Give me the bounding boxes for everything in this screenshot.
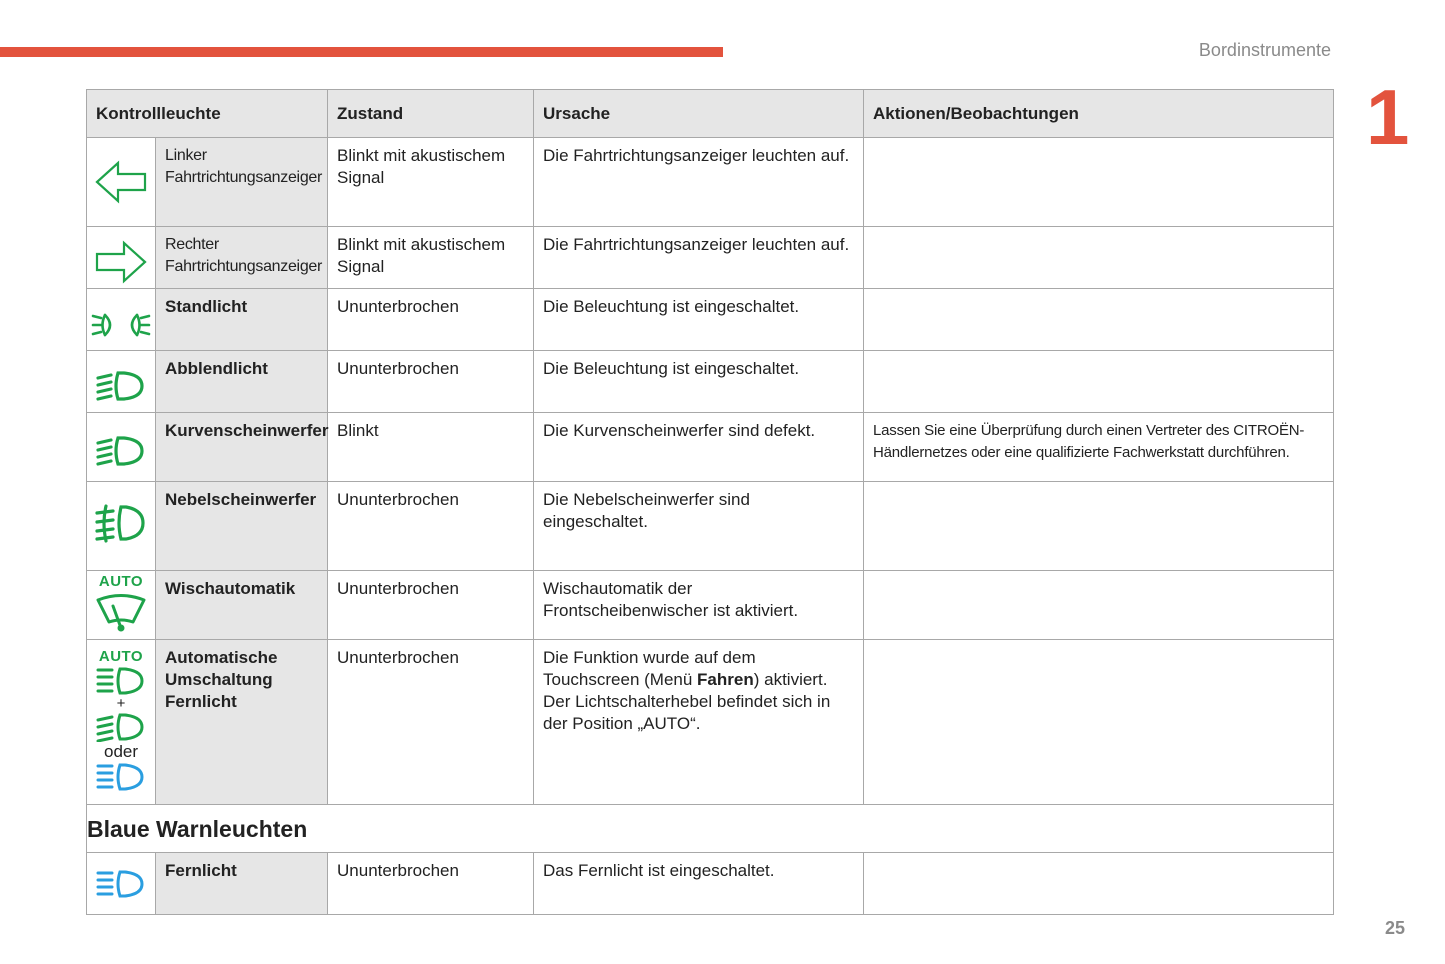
header-kontrollleuchte: Kontrollleuchte xyxy=(87,90,328,138)
row-state: Ununterbrochen xyxy=(328,351,534,413)
warning-lights-table xyxy=(86,89,1334,915)
section-title: Bordinstrumente xyxy=(1198,40,1331,60)
row-state: Blinkt mit akustischem Signal xyxy=(328,227,534,289)
high-beam-green-icon xyxy=(96,666,146,696)
table-row xyxy=(87,289,1334,351)
table-row xyxy=(87,413,1334,482)
right-arrow-icon xyxy=(87,227,156,289)
low-beam-icon xyxy=(87,351,156,413)
row-action xyxy=(864,351,1334,413)
accent-bar xyxy=(0,47,723,57)
or-text: oder xyxy=(103,742,139,761)
blue-section-title: Blaue Warnleuchten xyxy=(87,805,1334,853)
row-cause: Die Fahrtrichtungsanzeiger leuchten auf. xyxy=(534,138,864,227)
row-label: Standlicht xyxy=(156,289,328,351)
table-row xyxy=(87,351,1334,413)
row-label: Rechter Fahrtrichtungsanzeiger xyxy=(156,227,328,289)
row-action xyxy=(864,640,1334,805)
row-label: Fernlicht xyxy=(156,853,328,915)
row-label: Nebelscheinwerfer xyxy=(156,482,328,571)
high-beam-blue-icon xyxy=(96,762,146,792)
row-cause: Die Kurvenscheinwerfer sind defekt. xyxy=(534,413,864,482)
auto-text: AUTO xyxy=(98,573,144,590)
plus-text: + xyxy=(116,695,126,712)
table-header-row xyxy=(87,90,1334,138)
row-cause: Die Nebelscheinwerfer sind eingeschaltet. xyxy=(534,482,864,571)
table-row xyxy=(87,227,1334,289)
row-action xyxy=(864,482,1334,571)
table-row xyxy=(87,853,1334,915)
cornering-light-icon xyxy=(87,413,156,482)
section-row xyxy=(87,805,1334,853)
row-cause: Die Beleuchtung ist eingeschaltet. xyxy=(534,289,864,351)
row-label: Linker Fahrtrichtungsanzeiger xyxy=(156,138,328,227)
row-state: Ununterbrochen xyxy=(328,853,534,915)
header-zustand: Zustand xyxy=(328,90,534,138)
parking-light-icon xyxy=(87,289,156,351)
table-row xyxy=(87,571,1334,640)
auto-text: AUTO xyxy=(98,648,144,665)
high-beam-icon xyxy=(87,853,156,915)
auto-high-beam-icon xyxy=(87,640,156,805)
row-action xyxy=(864,227,1334,289)
left-arrow-icon xyxy=(87,138,156,227)
row-action xyxy=(864,853,1334,915)
row-action xyxy=(864,289,1334,351)
row-label: Wischautomatik xyxy=(156,571,328,640)
low-beam-green-icon xyxy=(96,712,146,742)
row-label: Abblendlicht xyxy=(156,351,328,413)
row-state: Ununterbrochen xyxy=(328,289,534,351)
page-number: 25 xyxy=(1384,918,1405,938)
cause-menu-name: Fahren xyxy=(697,670,754,689)
row-action xyxy=(864,138,1334,227)
row-state: Ununterbrochen xyxy=(328,482,534,571)
row-label: Kurvenscheinwerfer xyxy=(156,413,328,482)
cause-part: ) aktiviert. Der Lichtschalterhebel befindet sich in der Position „AUTO“. xyxy=(543,670,831,733)
row-state: Blinkt xyxy=(328,413,534,482)
row-state: Blinkt mit akustischem Signal xyxy=(328,138,534,227)
auto-wiper-icon xyxy=(87,571,156,640)
row-cause: Wischautomatik der Frontscheibenwischer ist aktiviert. xyxy=(534,571,864,640)
row-action: Lassen Sie eine Überprüfung durch einen Vertreter des CITROËN-Händlernetzes oder eine qualifizierte Fachwerkstatt durchführen. xyxy=(864,413,1334,482)
cause-part: Die Funktion wurde auf dem Touchscreen (Menü xyxy=(543,648,756,689)
table-row xyxy=(87,482,1334,571)
row-cause: Die Fahrtrichtungsanzeiger leuchten auf. xyxy=(534,227,864,289)
table-row xyxy=(87,640,1334,805)
row-action xyxy=(864,571,1334,640)
fog-light-icon xyxy=(87,482,156,571)
row-label: Automatische Umschaltung Fernlicht xyxy=(156,640,328,805)
row-state: Ununterbrochen xyxy=(328,571,534,640)
table-row xyxy=(87,138,1334,227)
chapter-number: 1 xyxy=(1366,73,1410,161)
row-cause: Die Beleuchtung ist eingeschaltet. xyxy=(534,351,864,413)
header-aktionen: Aktionen/Beobachtungen xyxy=(864,90,1334,138)
row-cause: Das Fernlicht ist eingeschaltet. xyxy=(534,853,864,915)
row-cause xyxy=(534,640,864,805)
header-ursache: Ursache xyxy=(534,90,864,138)
row-state: Ununterbrochen xyxy=(328,640,534,805)
